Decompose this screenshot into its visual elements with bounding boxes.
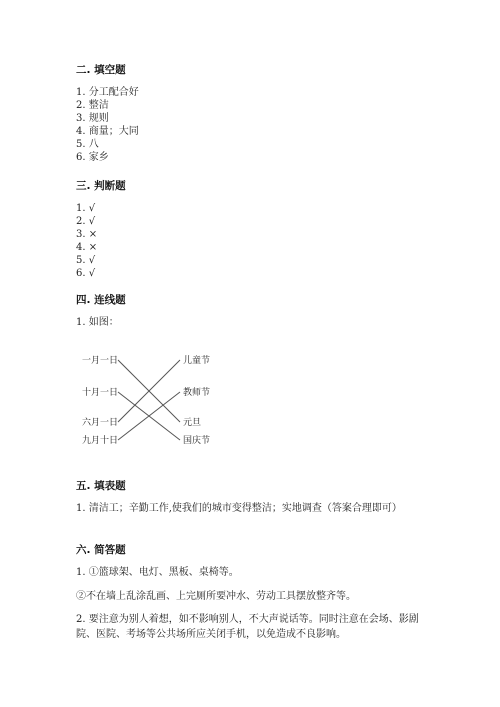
section-title-table: 五. 填表题 bbox=[76, 480, 126, 492]
left-date-label: 一月一日 bbox=[82, 356, 119, 366]
matching-intro: 1. 如图： bbox=[76, 317, 119, 328]
judge-item: 1. √ bbox=[76, 203, 96, 214]
section-title-judge: 三. 判断题 bbox=[76, 180, 126, 192]
judge-item: 2. √ bbox=[76, 216, 96, 227]
fill-blank-item: 2. 整洁 bbox=[76, 100, 109, 111]
judge-item: 4. × bbox=[76, 242, 98, 253]
left-date-label: 九月十日 bbox=[82, 436, 119, 446]
short-answer-1b: ②不在墙上乱涂乱画、上完厕所要冲水、劳动工具摆放整齐等。 bbox=[76, 591, 356, 602]
short-answer-2: 2. 要注意为别人着想，如不影响别人，不大声说话等。同时注意在会场、影剧院、医院、考场等公共场所应关闭手机，以免造成不良影响。 bbox=[76, 614, 419, 640]
short-answer-1: 1. ①篮球架、电灯、黑板、桌椅等。 bbox=[76, 567, 239, 578]
judge-item: 3. × bbox=[76, 229, 98, 240]
right-festival-label: 国庆节 bbox=[183, 436, 211, 446]
section-title-short: 六. 简答题 bbox=[76, 544, 126, 556]
left-date-label: 十月一日 bbox=[82, 388, 119, 398]
section-title-fill-blank: 二. 填空题 bbox=[76, 64, 126, 76]
fill-blank-item: 5. 八 bbox=[76, 139, 99, 150]
judge-item: 5. √ bbox=[76, 255, 96, 266]
left-date-label: 六月一日 bbox=[82, 418, 119, 428]
fill-blank-item: 6. 家乡 bbox=[76, 152, 109, 163]
fill-blank-item: 3. 规则 bbox=[76, 113, 109, 124]
section-title-matching: 四. 连线题 bbox=[76, 294, 126, 306]
table-answer: 1. 清洁工；辛勤工作,使我们的城市变得整洁；实地调查（答案合理即可） bbox=[76, 503, 402, 514]
right-festival-label: 教师节 bbox=[183, 388, 211, 398]
fill-blank-item: 1. 分工配合好 bbox=[76, 87, 139, 98]
judge-item: 6. √ bbox=[76, 268, 96, 279]
right-festival-label: 元旦 bbox=[183, 418, 202, 428]
right-festival-label: 儿童节 bbox=[183, 356, 211, 366]
fill-blank-item: 4. 商量；大同 bbox=[76, 126, 139, 137]
